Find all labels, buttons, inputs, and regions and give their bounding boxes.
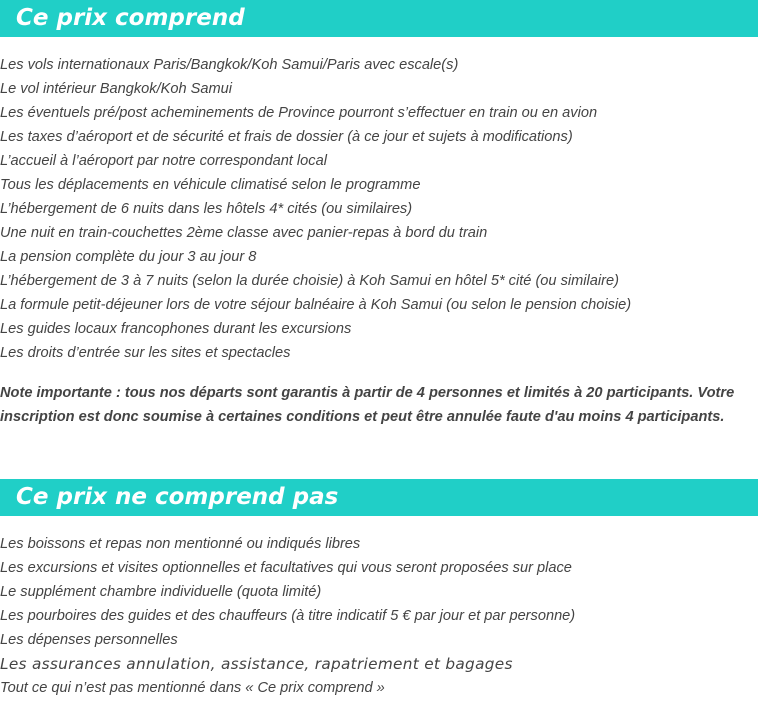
- list-item: L’hébergement de 3 à 7 nuits (selon la durée choisie) à Koh Samui en hôtel 5* cité (ou similaire): [0, 273, 619, 289]
- important-note: [0, 381, 758, 429]
- list-item: Une nuit en train-couchettes 2ème classe avec panier-repas à bord du train: [0, 225, 488, 241]
- list-item: Les pourboires des guides et des chauffeurs (à titre indicatif 5 € par jour et par personne): [0, 608, 576, 624]
- list-item: Tous les déplacements en véhicule climatisé selon le programme: [0, 177, 421, 193]
- included-items-list: [0, 53, 758, 365]
- list-item: Le supplément chambre individuelle (quota limité): [0, 584, 322, 600]
- list-item: Les taxes d’aéroport et de sécurité et frais de dossier (à ce jour et sujets à modifications): [0, 129, 573, 145]
- excluded-section-title: Ce prix ne comprend pas: [16, 484, 339, 510]
- list-item: Le vol intérieur Bangkok/Koh Samui: [0, 81, 233, 97]
- included-section-title: Ce prix comprend: [16, 5, 245, 31]
- list-item: La formule petit-déjeuner lors de votre séjour balnéaire à Koh Samui (ou selon le pension choisie): [0, 297, 632, 313]
- list-item: Les droits d’entrée sur les sites et spectacles: [0, 345, 291, 361]
- excluded-section-header: [0, 479, 758, 516]
- list-item: Tout ce qui n’est pas mentionné dans « Ce prix comprend »: [0, 680, 385, 696]
- list-item: Les assurances annulation, assistance, rapatriement et bagages: [0, 655, 513, 673]
- list-item: Les guides locaux francophones durant les excursions: [0, 321, 352, 337]
- list-item: Les dépenses personnelles: [0, 632, 178, 648]
- list-item: L’hébergement de 6 nuits dans les hôtels 4* cités (ou similaires): [0, 201, 413, 217]
- list-item: Les vols internationaux Paris/Bangkok/Koh Samui/Paris avec escale(s): [0, 57, 459, 73]
- list-item: Les éventuels pré/post acheminements de Province pourront s’effectuer en train ou en avion: [0, 105, 598, 121]
- excluded-items-list: [0, 532, 758, 700]
- list-item: L’accueil à l’aéroport par notre correspondant local: [0, 153, 327, 169]
- important-note-line-2: inscription est donc soumise à certaines conditions et peut être annulée faute d'au moins 4 participants.: [0, 409, 725, 425]
- list-item: La pension complète du jour 3 au jour 8: [0, 249, 257, 265]
- list-item: Les excursions et visites optionnelles et facultatives qui vous seront proposées sur place: [0, 560, 572, 576]
- list-item: Les boissons et repas non mentionné ou indiqués libres: [0, 536, 361, 552]
- important-note-line-1: Note importante : tous nos départs sont garantis à partir de 4 personnes et limités à 20 participants. Votre: [0, 385, 735, 401]
- included-section-header: [0, 0, 758, 37]
